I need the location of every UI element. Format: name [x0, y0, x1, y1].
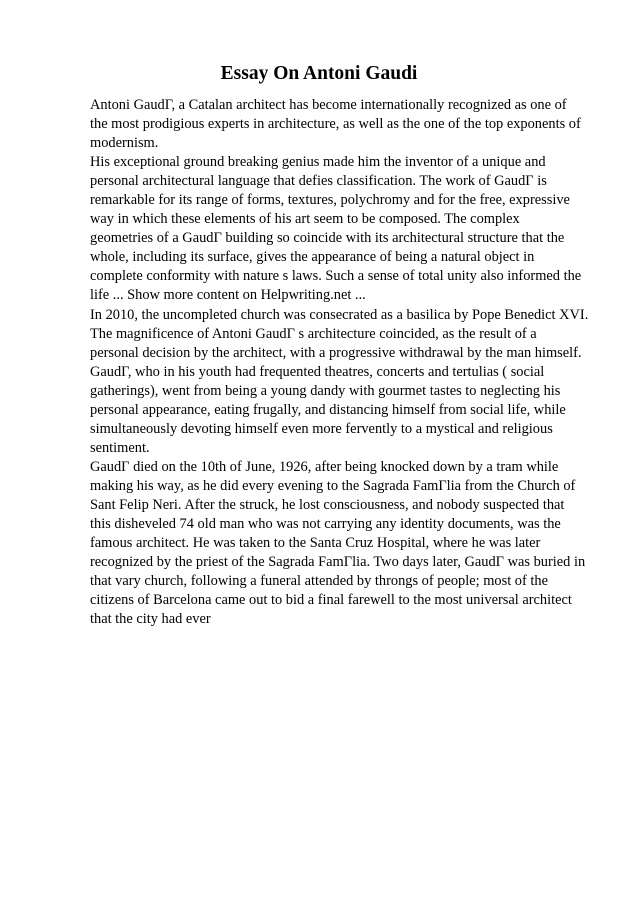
document-body [90, 96, 602, 629]
text-line: In 2010, the uncompleted church was consecrated as a basilica by Pope Benedict XVI. [90, 306, 589, 323]
paragraph [90, 458, 602, 629]
text-line: GaudГ died on the 10th of June, 1926, after being knocked down by a tram while [90, 458, 559, 475]
text-line: sentiment. [90, 439, 150, 456]
text-line: complete conformity with nature s laws. Such a sense of total unity also informed the [90, 268, 582, 285]
text-line: remarkable for its range of forms, textures, polychromy and for the free, expressive [90, 192, 570, 209]
text-line: making his way, as he did every evening to the Sagrada FamГlia from the Church of [90, 477, 576, 494]
text-line: life ... Show more content on Helpwriting.net ... [90, 287, 366, 304]
text-line: that the city had ever [90, 611, 211, 628]
text-line: the most prodigious experts in architecture, as well as the one of the top exponents of [90, 116, 581, 133]
paragraph [90, 306, 602, 458]
text-line: His exceptional ground breaking genius made him the inventor of a unique and [90, 154, 546, 171]
text-line: simultaneously devoting himself even more fervently to a mystical and religious [90, 420, 553, 437]
text-line: Sant Felip Neri. After the struck, he lost consciousness, and nobody suspected that [90, 496, 565, 513]
text-line: Antoni GaudГ, a Catalan architect has become internationally recognized as one of [90, 97, 567, 113]
paragraph [90, 96, 602, 153]
text-line: personal decision by the architect, with a progressive withdrawal by the man himself. [90, 344, 582, 361]
text-line: recognized by the priest of the Sagrada FamГlia. Two days later, GaudГ was buried in [90, 554, 586, 571]
text-line: geometries of a GaudГ building so coincide with its architectural structure that the [90, 230, 565, 247]
document-title: Essay On Antoni Gaudi [220, 63, 418, 84]
text-line: personal appearance, eating frugally, and distancing himself from social life, while [90, 401, 566, 418]
text-line: way in which these elements of his art seem to be composed. The complex [90, 211, 520, 228]
text-line: gatherings), went from being a young dandy with gourmet tastes to neglecting his [90, 382, 561, 399]
text-line: that vary church, following a funeral attended by throngs of people; most of the [90, 573, 548, 590]
paragraph [90, 153, 602, 305]
text-line: GaudГ, who in his youth had frequented theatres, concerts and tertulias ( social [90, 363, 545, 380]
text-line: personal architectural language that defies classification. The work of GaudГ is [90, 173, 547, 190]
text-line: this disheveled 74 old man who was not carrying any identity documents, was the [90, 516, 561, 533]
text-line: citizens of Barcelona came out to bid a final farewell to the most universal architect [90, 592, 572, 609]
text-line: whole, including its surface, gives the appearance of being a natural object in [90, 249, 535, 266]
text-line: modernism. [90, 135, 159, 152]
text-line: The magnificence of Antoni GaudГ s architecture coincided, as the result of a [90, 325, 537, 342]
text-line: famous architect. He was taken to the Santa Cruz Hospital, where he was later [90, 535, 541, 552]
